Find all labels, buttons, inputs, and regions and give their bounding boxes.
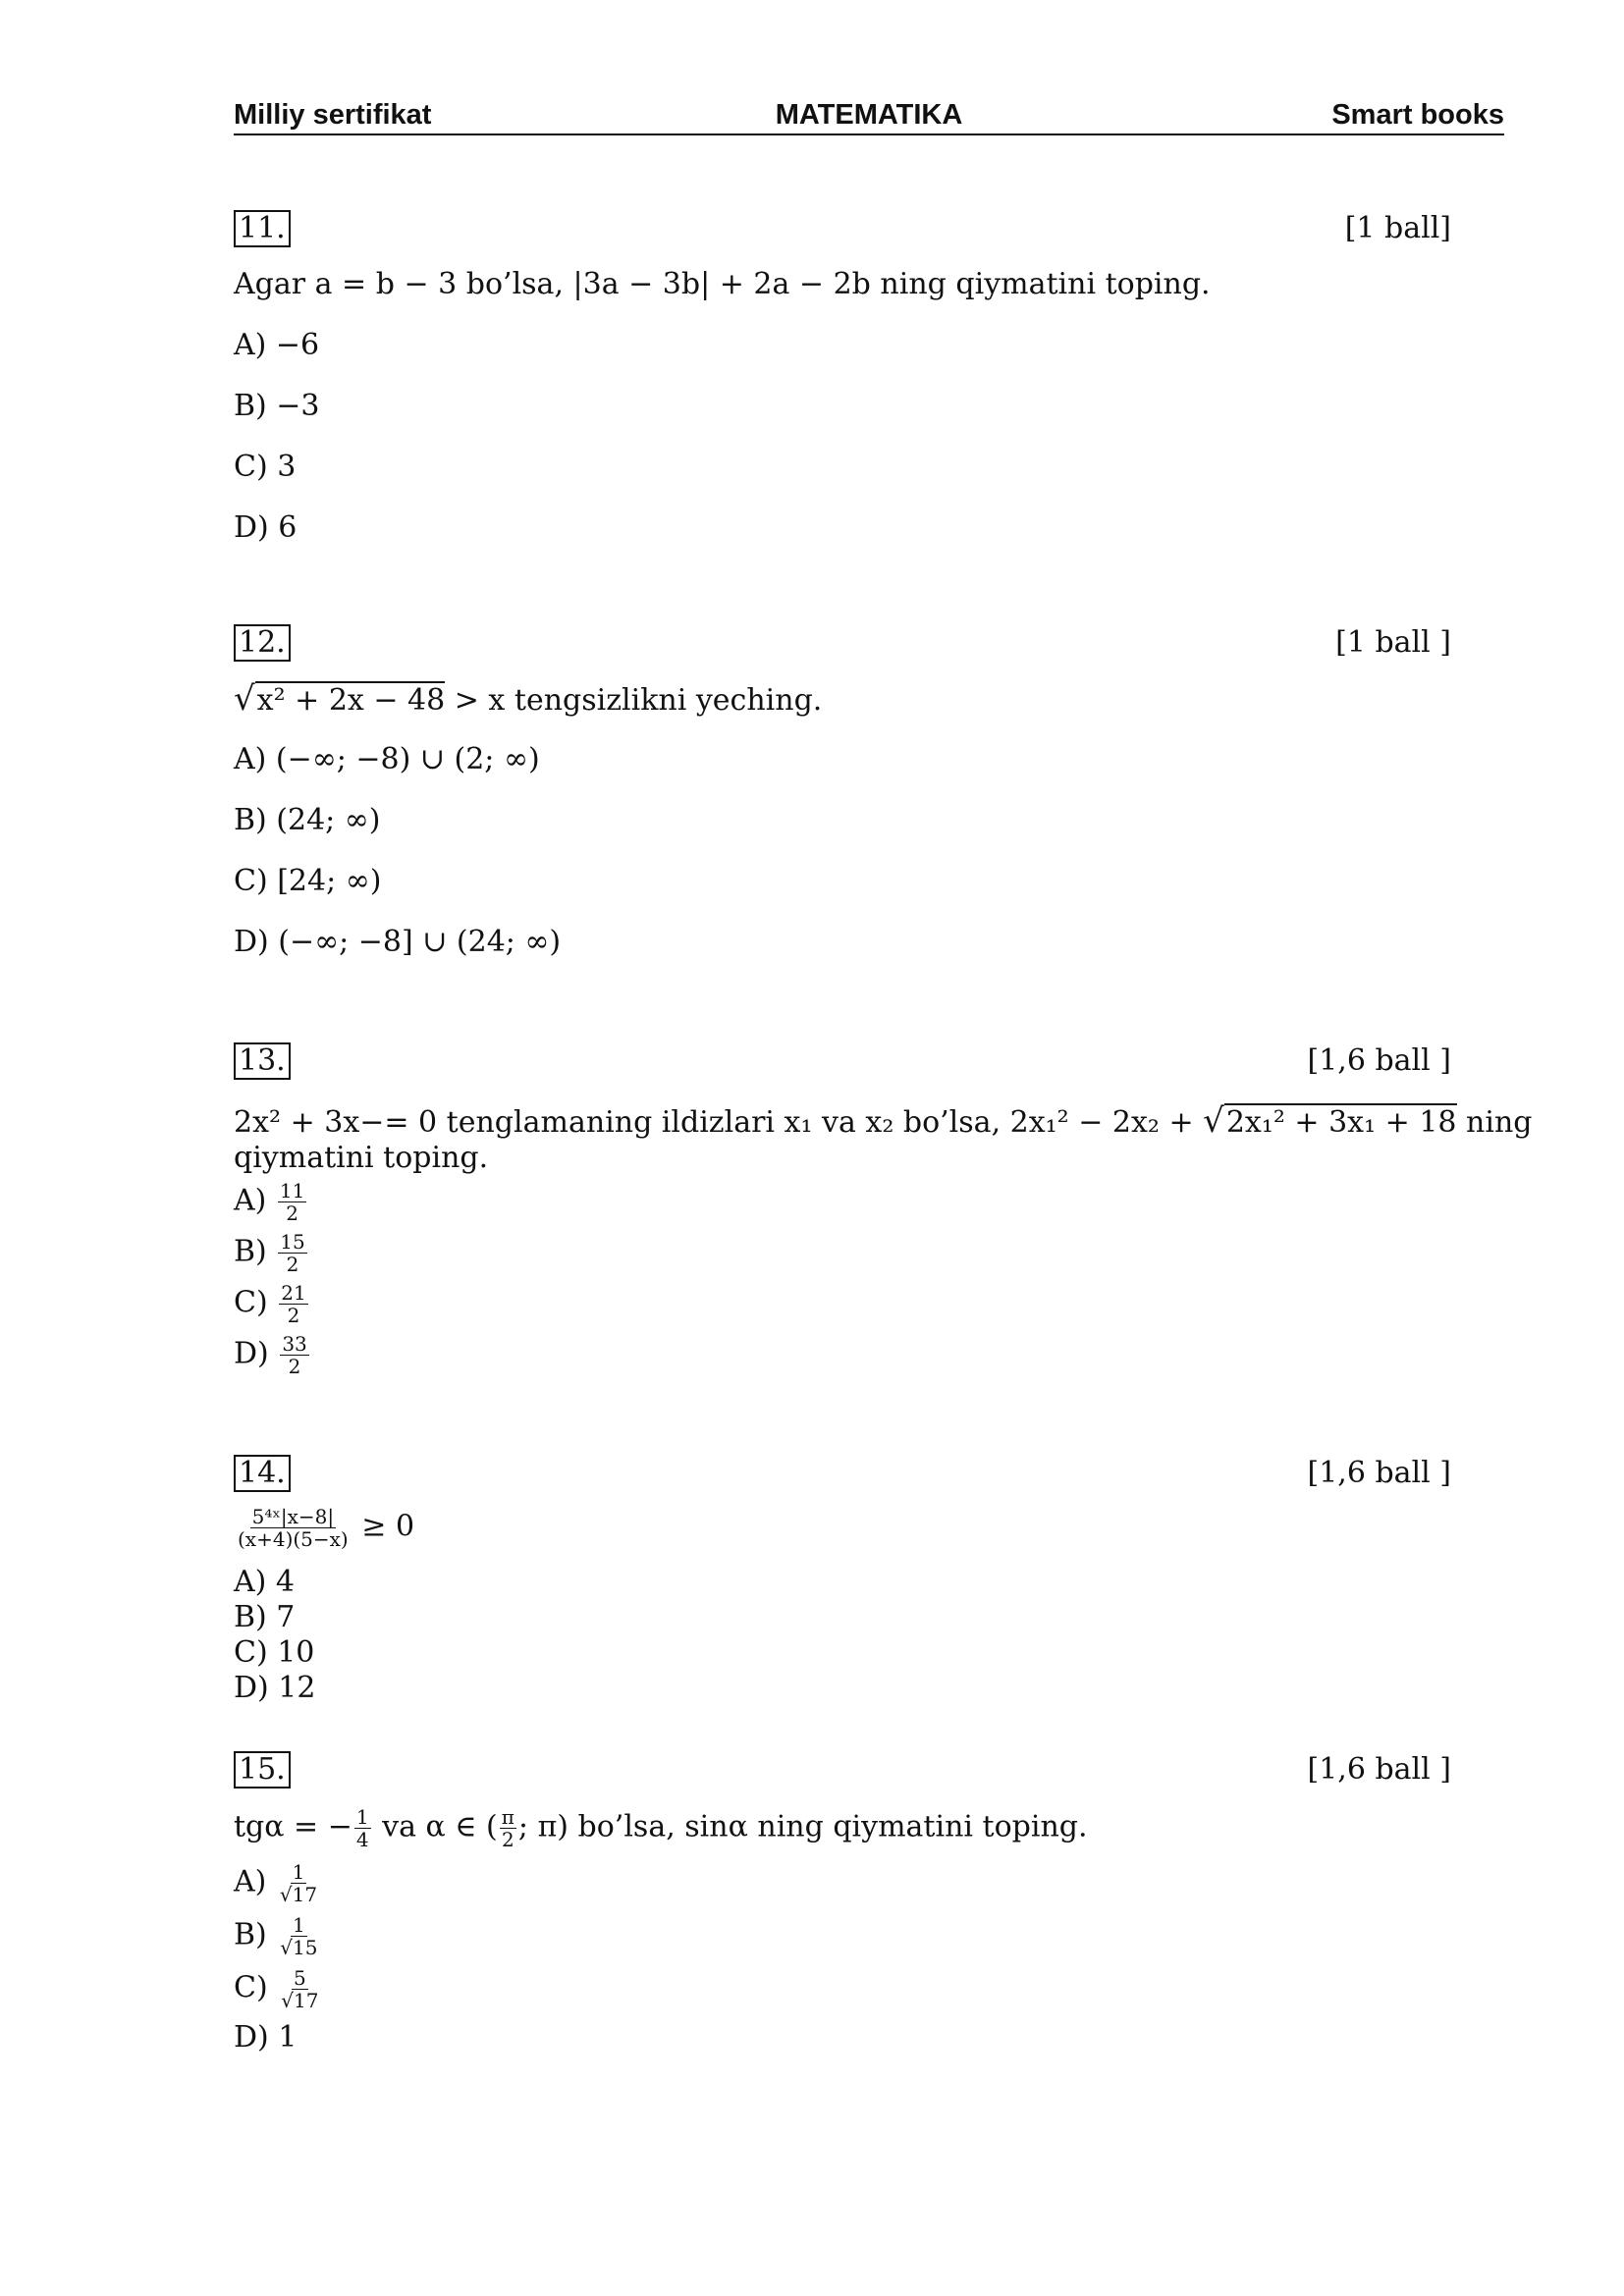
option-fraction (278, 1914, 319, 1958)
option-d[interactable] (234, 1333, 311, 1377)
fraction-denominator: √17 (281, 1989, 319, 2012)
option-label: D) (234, 1336, 269, 1371)
option-a[interactable]: A) 4 (234, 1565, 295, 1599)
inequality-fraction (236, 1506, 351, 1550)
question-points: [1,6 ball ] (1307, 1043, 1451, 1078)
option-a[interactable]: A) (−∞; −8) ∪ (2; ∞) (234, 742, 540, 776)
option-label: A) (234, 1864, 267, 1899)
question-number: 11. (234, 210, 291, 247)
option-fraction (278, 1231, 306, 1275)
fraction-numerator: π (501, 1805, 514, 1829)
question-number: 15. (234, 1751, 291, 1789)
option-fraction (279, 1967, 320, 2011)
fraction-denominator: 2 (288, 1355, 301, 1378)
question-number: 13. (234, 1042, 291, 1080)
fraction-numerator: 33 (282, 1332, 307, 1356)
question-text-line2: qiymatini toping. (234, 1141, 489, 1175)
sqrt-radicand: 2x₁² + 3x₁ + 18 (1225, 1105, 1457, 1140)
option-label: B) (234, 1917, 267, 1952)
header-title: MATEMATIKA (775, 99, 963, 131)
question-points: [1 ball] (1344, 211, 1451, 245)
option-d[interactable]: D) 6 (234, 510, 298, 545)
option-d[interactable]: D) 12 (234, 1671, 316, 1705)
option-b[interactable]: B) (24; ∞) (234, 803, 381, 837)
option-d[interactable]: D) (−∞; −8] ∪ (24; ∞) (234, 925, 562, 959)
question-15 (234, 1751, 1451, 2075)
option-c[interactable]: C) 10 (234, 1635, 315, 1670)
question-text-part2: ning (1456, 1105, 1533, 1140)
question-text (234, 1806, 1088, 1850)
option-b[interactable] (234, 1914, 322, 1958)
question-text-mid: va α ∈ ( (372, 1809, 498, 1844)
question-text-part1: 2x² + 3x−= 0 tenglamaning ildizlari x₁ va x₂ bo’lsa, 2x₁² − 2x₂ + (234, 1105, 1204, 1140)
option-b[interactable]: B) 7 (234, 1600, 296, 1634)
fraction-denominator: (x+4)(5−x) (238, 1527, 349, 1551)
question-text (234, 679, 822, 721)
option-fraction (278, 1861, 319, 1905)
fraction-numerator: 15 (280, 1230, 305, 1254)
fraction-numerator: 11 (279, 1179, 305, 1202)
fraction-numerator: 21 (281, 1281, 306, 1305)
fraction-denominator: 2 (286, 1253, 299, 1276)
question-number: 14. (234, 1455, 291, 1492)
option-fraction (279, 1282, 307, 1326)
inequality-relation: ≥ 0 (361, 1509, 415, 1544)
option-label: C) (234, 1970, 268, 2005)
fraction-numerator: 1 (292, 1860, 305, 1884)
option-a[interactable] (234, 1180, 308, 1224)
question-points: [1,6 ball ] (1307, 1752, 1451, 1787)
question-text (234, 1101, 1533, 1143)
fraction-denominator: 2 (501, 1828, 514, 1851)
question-14 (234, 1455, 1451, 1730)
page-header (234, 98, 1504, 135)
option-d[interactable] (234, 2018, 297, 2057)
option-label: C) (234, 1285, 268, 1320)
fraction-numerator: 5 (293, 1966, 306, 1990)
sqrt-sign: √ (234, 679, 255, 719)
fraction-denominator: 4 (355, 1828, 369, 1851)
option-a[interactable] (234, 1861, 321, 1905)
option-fraction (280, 1333, 308, 1377)
fraction-numerator: 1 (293, 1913, 305, 1937)
fraction-numerator: 1 (355, 1805, 369, 1829)
option-label: B) (234, 1234, 267, 1269)
option-b[interactable]: B) −3 (234, 389, 320, 423)
header-left: Milliy sertifikat (234, 99, 432, 131)
option-c[interactable]: C) [24; ∞) (234, 864, 382, 898)
question-13 (234, 1042, 1533, 1396)
question-11 (234, 210, 1451, 544)
fraction-denominator: 2 (287, 1304, 300, 1327)
fraction-denominator: 2 (286, 1201, 299, 1225)
question-text-pre: tgα = − (234, 1809, 352, 1844)
question-text-rest: > x tengsizlikni yeching. (445, 683, 823, 718)
fraction-denominator: √15 (280, 1936, 318, 1959)
question-points: [1 ball ] (1335, 625, 1451, 660)
sqrt-sign: √ (1203, 1101, 1224, 1141)
question-number: 12. (234, 624, 291, 662)
question-text (234, 1506, 414, 1550)
fraction-denominator: √17 (279, 1883, 318, 1906)
option-a[interactable]: A) −6 (234, 328, 320, 362)
option-label: D) (234, 2020, 269, 2055)
option-c[interactable]: C) 3 (234, 450, 297, 484)
option-c[interactable] (234, 1282, 310, 1326)
sqrt-radicand: x² + 2x − 48 (256, 683, 446, 718)
interval-fraction (500, 1806, 516, 1850)
fraction-numerator: 5⁴ˣ|x−8| (251, 1505, 335, 1528)
option-fraction (278, 1180, 306, 1224)
question-text: Agar a = b − 3 bo’lsa, |3a − 3b| + 2a − 2b ning qiymatini toping. (234, 267, 1211, 301)
question-text-post: ; π) bo’lsa, sinα ning qiymatini toping. (517, 1809, 1088, 1844)
option-c[interactable] (234, 1967, 322, 2011)
option-b[interactable] (234, 1231, 309, 1275)
header-right: Smart books (1331, 99, 1504, 131)
tg-fraction (354, 1806, 371, 1850)
option-label: A) (234, 1183, 267, 1218)
question-12 (234, 624, 1451, 978)
question-points: [1,6 ball ] (1307, 1456, 1451, 1490)
option-value: 1 (278, 2020, 298, 2055)
